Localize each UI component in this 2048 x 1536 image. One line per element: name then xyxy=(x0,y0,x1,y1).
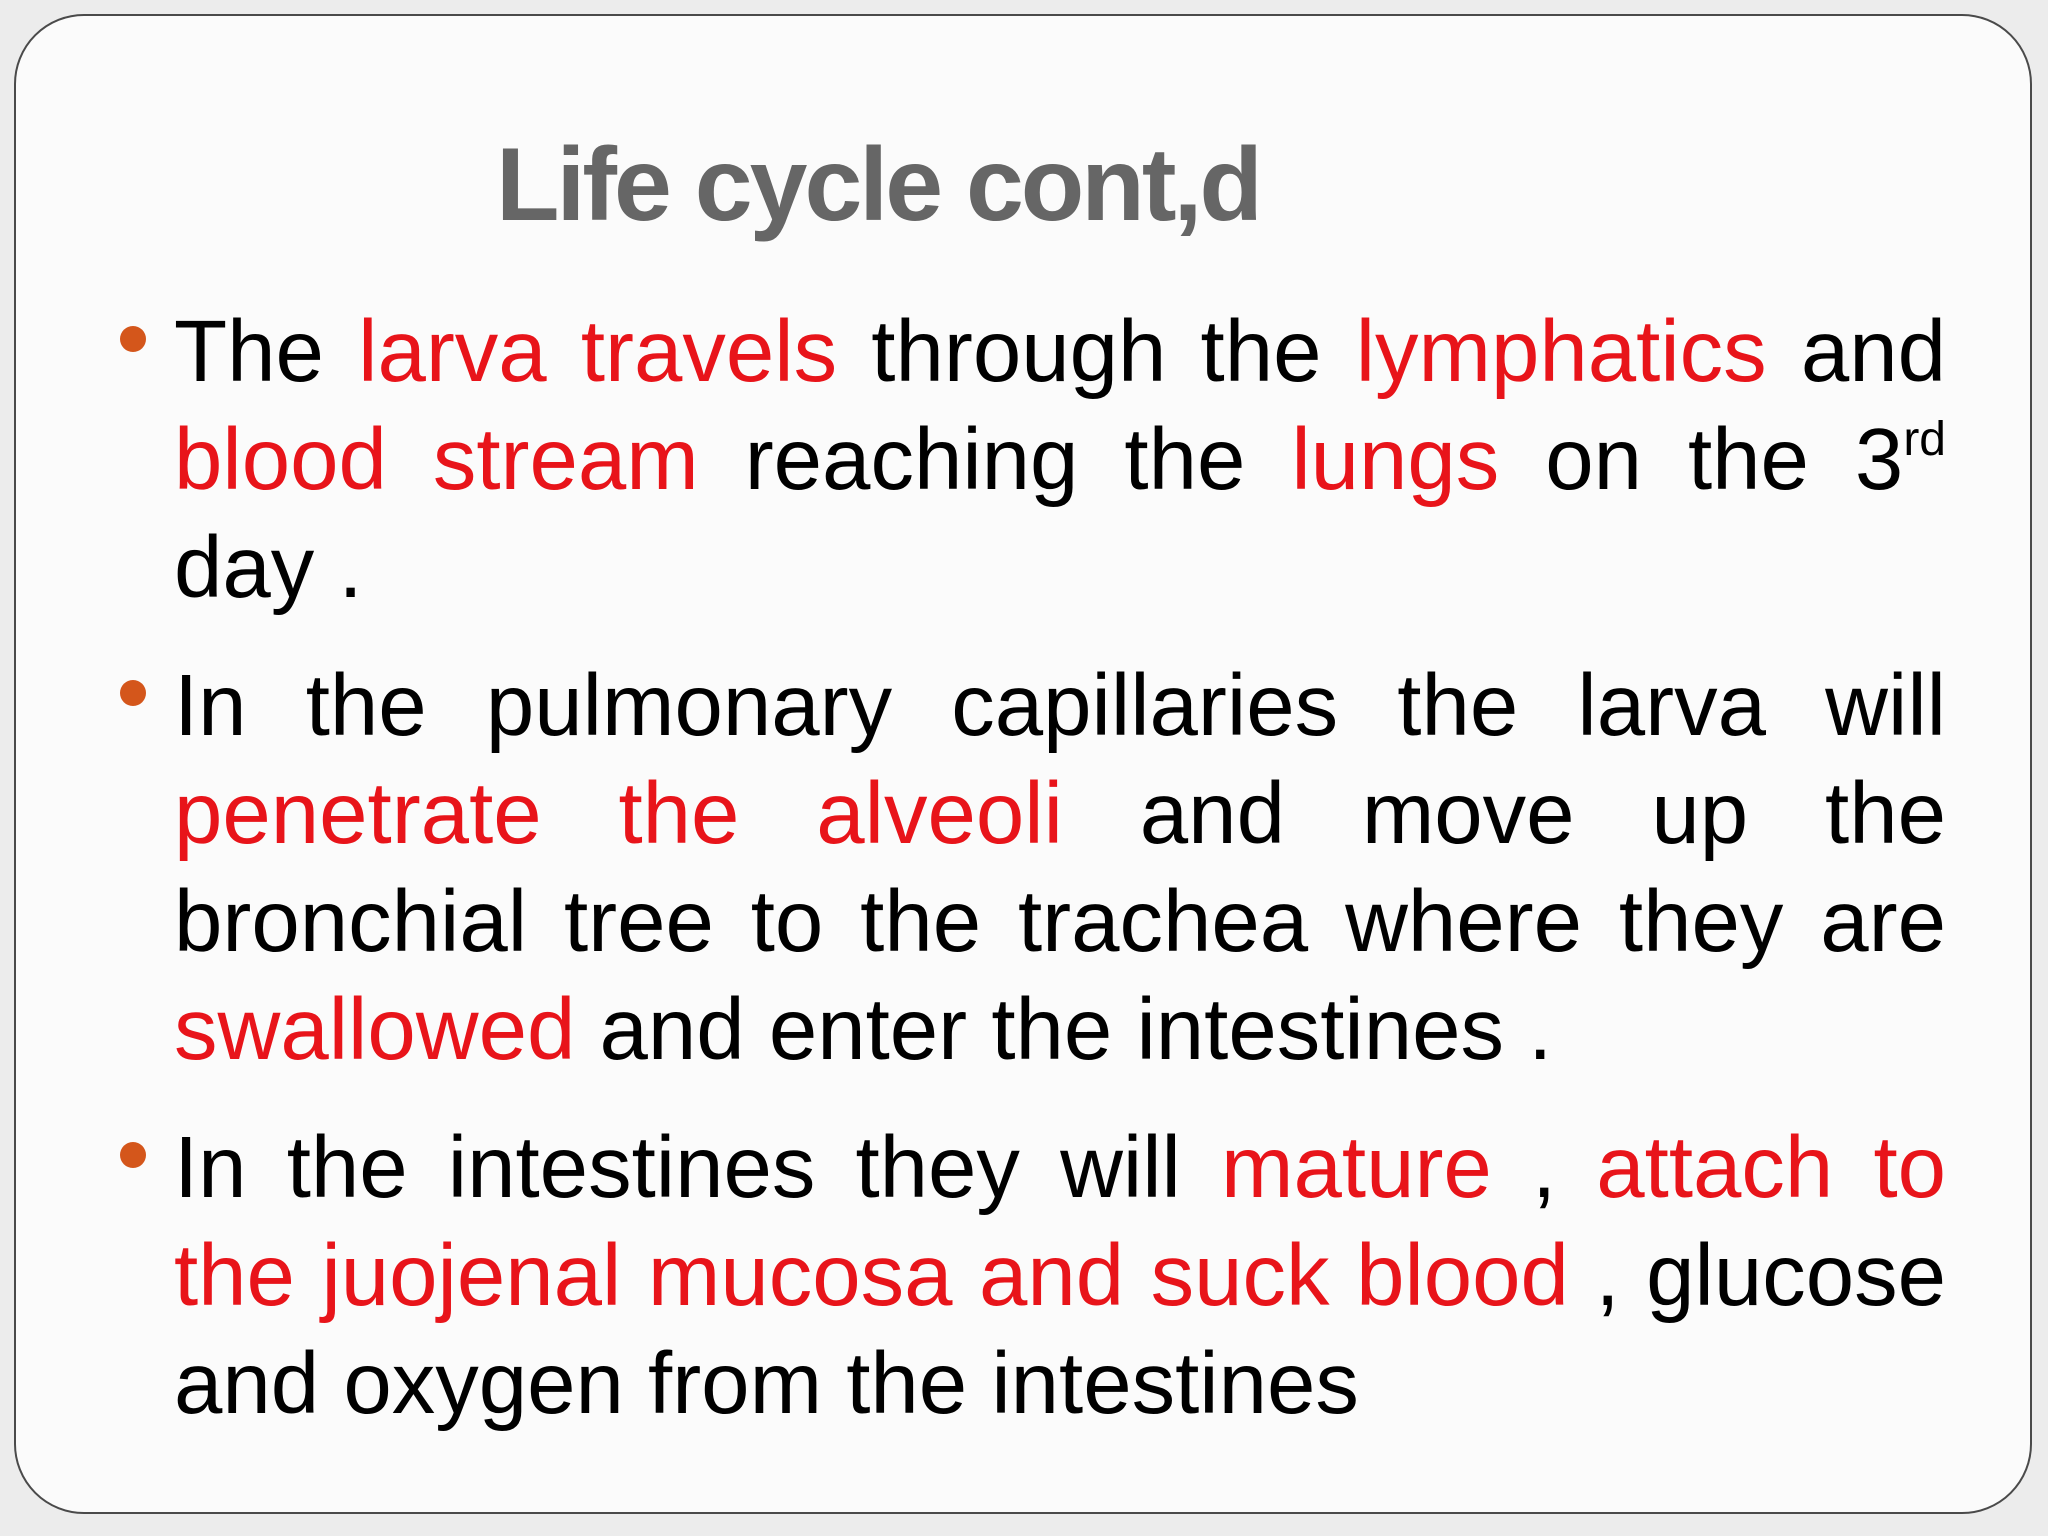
ordinal-suffix: rd xyxy=(1903,413,1946,466)
text-segment: , glucose and oxygen from the intestines xyxy=(174,1227,1946,1432)
highlighted-term: mature xyxy=(1221,1119,1492,1216)
highlighted-term: lymphatics xyxy=(1355,303,1767,400)
bullet-item xyxy=(116,298,1946,622)
bullet-item xyxy=(116,1114,1946,1438)
highlighted-term: penetrate the alveoli xyxy=(174,765,1063,862)
text-segment: and move up the bronchial tree to the trachea where they are xyxy=(174,765,1946,970)
text-segment: and enter the intestines . xyxy=(575,981,1553,1078)
text-segment: The xyxy=(174,303,359,400)
bullet-list xyxy=(116,298,1946,1438)
text-segment: In the pulmonary capillaries the larva will xyxy=(174,657,1946,754)
text-segment: through the xyxy=(837,303,1356,400)
highlighted-term: lungs xyxy=(1291,411,1500,508)
text-segment: on the 3 xyxy=(1499,411,1904,508)
bullet-item xyxy=(116,652,1946,1084)
bullet-text xyxy=(174,1114,1946,1438)
bullet-text xyxy=(174,298,1946,622)
text-segment: , xyxy=(1491,1119,1597,1216)
bullet-dot-icon xyxy=(120,1142,146,1168)
text-segment: In the intestines they will xyxy=(174,1119,1222,1216)
highlighted-term: blood stream xyxy=(174,411,699,508)
slide xyxy=(14,14,2032,1514)
bullet-dot-icon xyxy=(120,680,146,706)
text-segment: reaching the xyxy=(698,411,1292,508)
slide-title: Life cycle cont,d xyxy=(496,127,1260,243)
bullet-text xyxy=(174,652,1946,1084)
highlighted-term: larva travels xyxy=(358,303,838,400)
highlighted-term: swallowed xyxy=(174,981,576,1078)
text-segment: day . xyxy=(174,519,363,616)
text-segment: and xyxy=(1766,303,1946,400)
highlighted-term: attach to the juojenal mucosa and suck blood xyxy=(174,1119,1946,1324)
bullet-dot-icon xyxy=(120,326,146,352)
